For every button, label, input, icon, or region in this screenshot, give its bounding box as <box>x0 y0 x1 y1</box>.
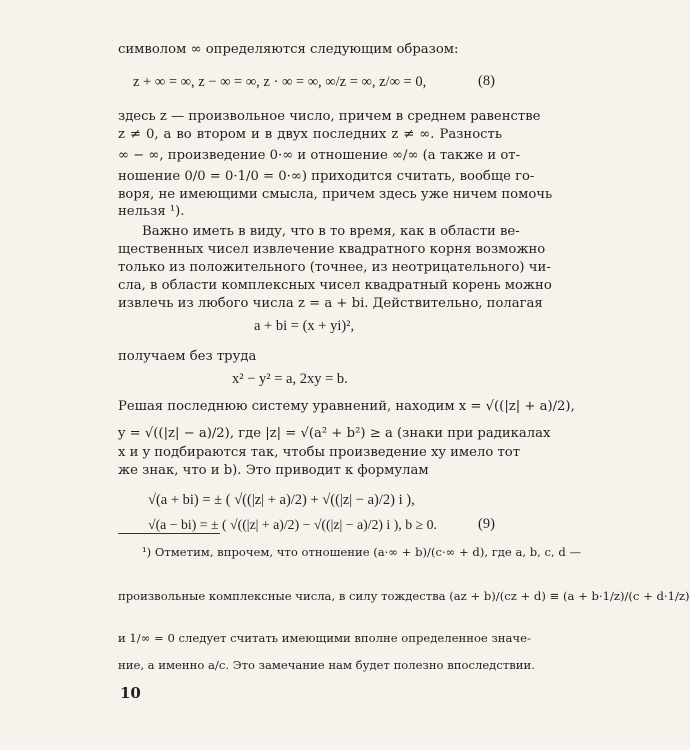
equation-9b: √(a − bi) = ± ( √((|z| + a)/2) − √((|z| − a)/2) i ), b ≥ 0. <box>148 517 437 532</box>
footnote-line: произвольные комплексные числа, в силу тождества (az + b)/(cz + d) ≡ (a + b·1/z)/(c + d·1/z) <box>118 589 690 603</box>
page-number: 10 <box>120 684 141 702</box>
footnote-line: ¹) Отметим, впрочем, что отношение (a·∞ + b)/(c·∞ + d), где a, b, c, d — <box>142 545 582 559</box>
paragraph-first-line: Важно иметь в виду, что в то время, как в области ве- <box>142 224 520 239</box>
text-line: ношение 0/0 = 0·1/0 = 0·∞) приходится считать, вообще го- <box>118 169 535 184</box>
text-line: здесь z — произвольное число, причем в среднем равенстве <box>118 109 541 124</box>
equation-square: a + bi = (x + yi)², <box>254 318 355 334</box>
text-line: только из положительного (точнее, из неотрицательного) чи- <box>118 260 551 275</box>
text-line: символом ∞ определяются следующим образом: <box>118 42 459 57</box>
text-line: щественных чисел извлечение квадратного корня возможно <box>118 242 546 257</box>
text-line: воря, не имеющими смысла, причем здесь уже ничем помочь <box>118 187 553 202</box>
text-line: x и y подбираются так, чтобы произведение xy имело тот <box>118 445 521 460</box>
text-line: z ≠ 0, а во втором и в двух последних z ≠ ∞. Разность <box>118 127 502 142</box>
text-line: ∞ − ∞, произведение 0·∞ и отношение ∞/∞ (а также и от- <box>118 148 521 163</box>
footnote-line: и 1/∞ = 0 следует считать имеющими вполне определенное значе- <box>118 631 531 645</box>
equation-number: (8) <box>478 73 495 89</box>
text-line: сла, в области комплексных чисел квадратный корень можно <box>118 278 552 293</box>
equation-9a: √(a + bi) = ± ( √((|z| + a)/2) + √((|z| − a)/2) i ), <box>148 492 415 508</box>
text-line: извлечь из любого числа z = a + bi. Действительно, полагая <box>118 296 543 311</box>
equation-8: z + ∞ = ∞, z − ∞ = ∞, z · ∞ = ∞, ∞/z = ∞, z/∞ = 0, <box>133 74 427 90</box>
equation-system: x² − y² = a, 2xy = b. <box>232 371 348 387</box>
text-line: же знак, что и b). Это приводит к формулам <box>118 463 429 478</box>
text-line: Решая последнюю систему уравнений, находим x = √((|z| + a)/2), <box>118 399 575 414</box>
text-line: получаем без труда <box>118 349 257 364</box>
footnote-divider <box>118 533 220 534</box>
equation-number: (9) <box>478 516 495 532</box>
text-line: нельзя ¹). <box>118 204 185 219</box>
footnote-line: ние, а именно a/c. Это замечание нам будет полезно впоследствии. <box>118 658 535 672</box>
text-line: y = √((|z| − a)/2), где |z| = √(a² + b²) ≥ a (знаки при радикалах <box>118 426 551 441</box>
